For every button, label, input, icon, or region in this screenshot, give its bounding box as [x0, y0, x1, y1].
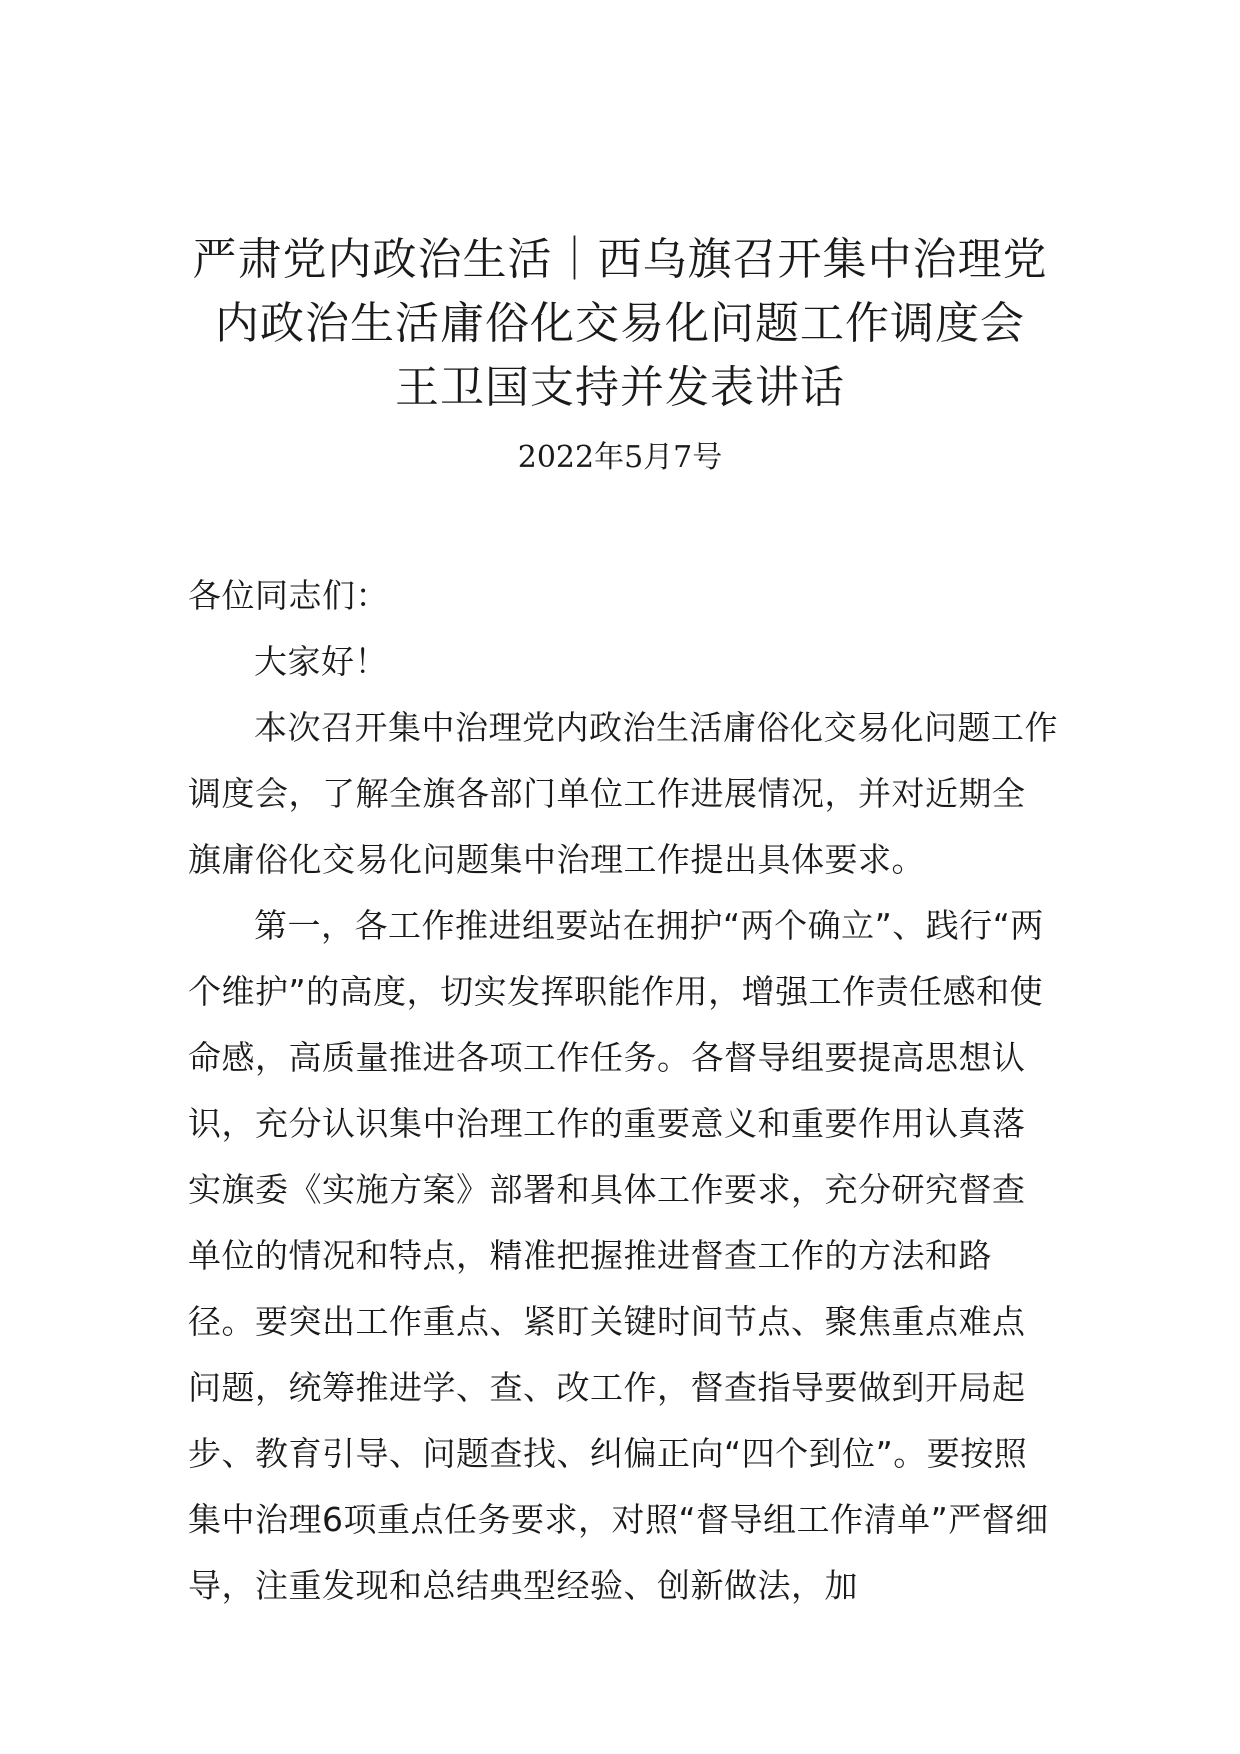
salutation: 各位同志们： — [188, 576, 389, 615]
paragraph-first-point: 第一，各工作推进组要站在拥护“两个确立”、践行“两个维护”的高度，切实发挥职能作用，增强工作责任感和使命感，高质量推进各项工作任务。各督导组要提高思想认识，充分认识集中治理工作的重要意义和重要作用认真落实旗委《实施方案》部署和具体工作要求，充分研究督查单位的情况和特点，精准把握推进督查工作的方法和路径。要突出工作重点、紧盯关键时间节点、聚焦重点难点问题，统筹推进学、查、改工作，督查指导要做到开局起步、教育引导、问题查找、纠偏正向“四个到位”。要按照集中治理6项重点任务要求，对照“督导组工作清单”严督细导，注重发现和总结典型经验、创新做法，加 — [188, 906, 1049, 1605]
document-body — [188, 563, 1058, 1619]
document-title: 严肃党内政治生活｜西乌旗召开集中治理党内政治生活庸俗化交易化问题工作调度会 王卫国支持并发表讲话 — [192, 234, 1048, 413]
document-date: 2022年5月7号 — [517, 440, 723, 475]
paragraph-intro: 本次召开集中治理党内政治生活庸俗化交易化问题工作调度会，了解全旗各部门单位工作进展情况，并对近期全旗庸俗化交易化问题集中治理工作提出具体要求。 — [188, 708, 1058, 879]
paragraph-greeting: 大家好！ — [254, 642, 388, 681]
